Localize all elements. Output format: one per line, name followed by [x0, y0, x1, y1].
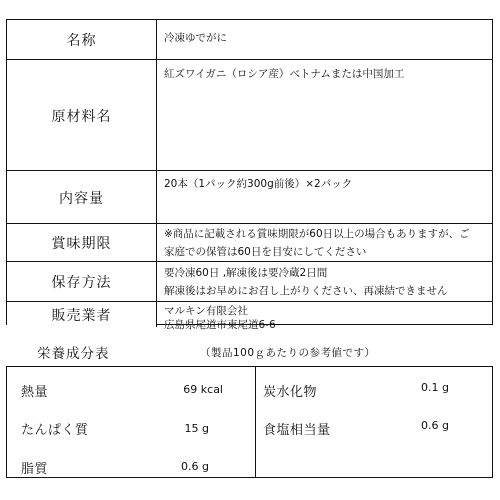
spec-label: 原材料名 — [7, 60, 157, 171]
spec-label: 販売業者 — [7, 302, 157, 327]
spec-value-line: 冷凍ゆでがに — [164, 32, 227, 44]
nutrition-title: 栄養成分表 — [37, 346, 110, 362]
spec-value-line: 20本（1パック約300g前後）×2パック — [164, 178, 353, 190]
spec-label: 内容量 — [7, 171, 157, 224]
nutrition-table — [6, 366, 493, 478]
nutrient-name-energy: 熱量 — [21, 385, 49, 400]
spec-row-name — [7, 20, 492, 59]
spec-value — [157, 20, 488, 59]
spec-value — [157, 60, 488, 171]
spec-value — [157, 262, 488, 302]
spec-row-seller — [7, 301, 492, 331]
spec-value-line: 解凍後はお早めにお召し上がりください、再凍結できません — [164, 285, 448, 297]
spec-value — [157, 224, 488, 262]
spec-label: 名称 — [7, 20, 157, 59]
spec-label: 保存方法 — [7, 262, 157, 302]
spec-row-best-before — [7, 223, 492, 262]
nutrient-value-protein: 15 g — [184, 422, 209, 435]
spec-value-line: 家庭での保管は60日を目安にしてください — [164, 246, 367, 258]
spec-row-ingredients — [7, 59, 492, 171]
spec-row-contents — [7, 170, 492, 224]
nutrient-value-salt: 0.6 g — [421, 419, 449, 432]
spec-value-line: マルキン有限会社 — [164, 305, 248, 317]
nutrient-value-energy: 69 kcal — [183, 383, 223, 396]
spec-row-storage — [7, 261, 492, 302]
spec-value — [157, 171, 488, 224]
spec-value-line: ※商品に記載される賞味期限が60日以上の場合もありますが、ご — [164, 228, 470, 240]
spec-label: 賞味期限 — [7, 224, 157, 262]
spec-value-line: 紅ズワイガニ（ロシア産）ベトナムまたは中国加工 — [164, 68, 405, 80]
nutrition-note: （製品100ｇあたりの参考値です） — [200, 347, 376, 359]
nutrient-name-carbohydrate: 炭水化物 — [263, 385, 318, 400]
product-spec-table — [6, 19, 493, 331]
nutrient-name-fat: 脂質 — [21, 462, 49, 477]
spec-value — [157, 302, 488, 331]
nutrition-divider — [255, 367, 256, 477]
nutrient-name-protein: たんぱく質 — [21, 423, 89, 438]
nutrient-value-carbohydrate: 0.1 g — [421, 381, 449, 394]
nutrient-value-fat: 0.6 g — [181, 460, 209, 473]
nutrient-name-salt: 食塩相当量 — [263, 423, 331, 438]
spec-value-line: 要冷凍60日 ,解凍後は要冷蔵2日間 — [164, 267, 328, 279]
spec-value-line: 広島県尾道市東尾道6-6 — [164, 319, 276, 331]
